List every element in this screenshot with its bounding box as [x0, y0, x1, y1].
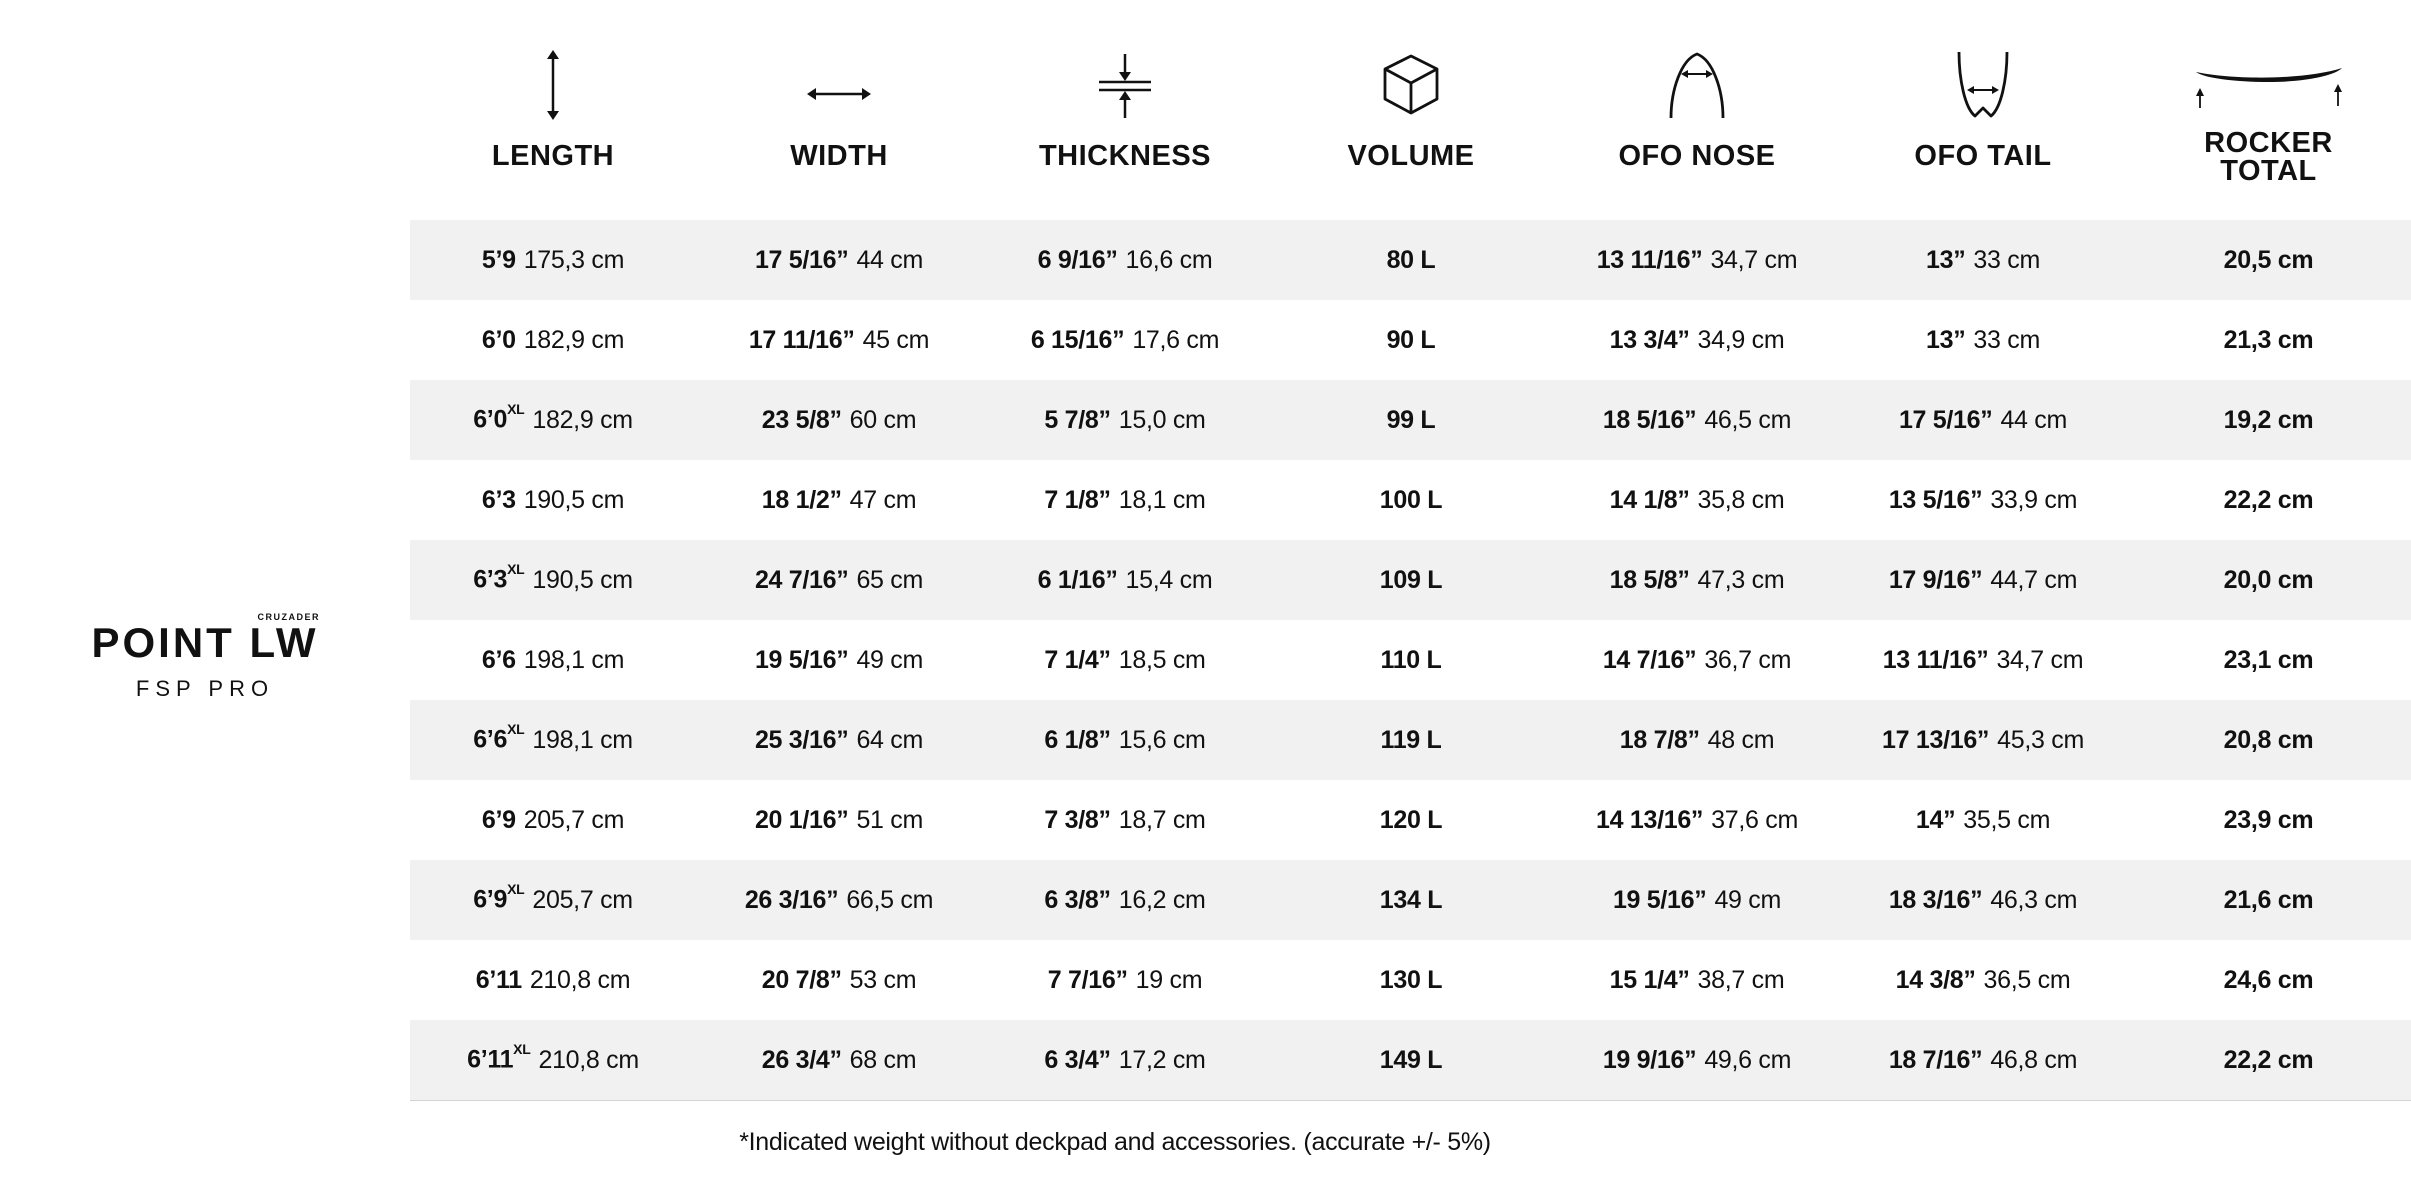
cell-volume — [1268, 806, 1554, 835]
thickness-metric: 16,2 cm — [1118, 885, 1206, 914]
volume-value: 80 L — [1386, 245, 1436, 274]
cell-rocker-total — [2126, 406, 2411, 435]
length-imperial: 6’11 — [467, 1045, 514, 1074]
cell-length — [410, 966, 696, 995]
header-label: OFO TAIL — [1914, 140, 2052, 172]
tail-imperial: 13” — [1925, 325, 1966, 354]
width-metric: 60 cm — [849, 405, 917, 434]
nose-metric: 34,9 cm — [1697, 325, 1785, 354]
width-imperial: 17 11/16” — [748, 325, 855, 354]
volume-value: 99 L — [1386, 405, 1436, 434]
cell-volume — [1268, 406, 1554, 435]
tail-metric: 35,5 cm — [1963, 805, 2051, 834]
header-label: WIDTH — [790, 140, 888, 172]
length-metric: 205,7 cm — [523, 805, 625, 834]
rocker-icon — [2194, 60, 2344, 130]
width-imperial: 23 5/8” — [761, 405, 842, 434]
cell-ofo-nose — [1554, 886, 1840, 915]
header-label-line2: TOTAL — [2220, 154, 2317, 187]
cell-volume — [1268, 646, 1554, 675]
cell-ofo-tail — [1840, 646, 2126, 675]
cell-width — [696, 966, 982, 995]
tail-outline-icon — [1953, 50, 2013, 120]
cell-width — [696, 486, 982, 515]
cell-ofo-tail — [1840, 246, 2126, 275]
thickness-metric: 15,6 cm — [1118, 725, 1206, 754]
rocker-value: 21,6 cm — [2223, 885, 2314, 914]
volume-value: 109 L — [1379, 565, 1443, 594]
cell-thickness — [982, 886, 1268, 915]
width-metric: 49 cm — [856, 645, 924, 674]
nose-imperial: 18 7/8” — [1619, 725, 1700, 754]
nose-imperial: 13 11/16” — [1596, 245, 1703, 274]
cell-ofo-tail — [1840, 886, 2126, 915]
cell-rocker-total — [2126, 966, 2411, 995]
header-label — [2126, 127, 2411, 187]
table-row — [410, 540, 2411, 620]
volume-value: 110 L — [1380, 645, 1442, 674]
cell-rocker-total — [2126, 566, 2411, 595]
width-metric: 51 cm — [856, 805, 924, 834]
tail-metric: 46,8 cm — [1990, 1045, 2078, 1074]
cell-thickness — [982, 406, 1268, 435]
cell-thickness — [982, 806, 1268, 835]
cell-ofo-nose — [1554, 806, 1840, 835]
thickness-imperial: 6 1/16” — [1037, 565, 1118, 594]
cell-length — [410, 646, 696, 675]
cell-width — [696, 726, 982, 755]
length-metric: 205,7 cm — [532, 885, 633, 914]
width-imperial: 26 3/4” — [761, 1045, 842, 1074]
volume-value: 120 L — [1379, 805, 1443, 834]
tail-metric: 45,3 cm — [1997, 725, 2084, 754]
nose-metric: 46,5 cm — [1704, 405, 1792, 434]
volume-value: 130 L — [1379, 965, 1443, 994]
nose-metric: 36,7 cm — [1704, 645, 1792, 674]
length-imperial: 6’9 — [481, 805, 516, 834]
tail-imperial: 18 7/16” — [1888, 1045, 1983, 1074]
cell-length — [410, 806, 696, 835]
nose-imperial: 15 1/4” — [1609, 965, 1690, 994]
rocker-value: 19,2 cm — [2223, 405, 2314, 434]
width-metric: 66,5 cm — [846, 885, 934, 914]
tail-metric: 44 cm — [2000, 405, 2068, 434]
size-table — [410, 0, 2411, 1101]
thickness-metric: 15,0 cm — [1118, 405, 1206, 434]
length-imperial: 6’11 — [475, 965, 522, 994]
cell-thickness — [982, 246, 1268, 275]
tail-imperial: 17 5/16” — [1898, 405, 1993, 434]
cell-volume — [1268, 246, 1554, 275]
cell-ofo-tail — [1840, 966, 2126, 995]
cell-ofo-nose — [1554, 1046, 1840, 1075]
thickness-imperial: 6 1/8” — [1044, 725, 1111, 754]
width-metric: 53 cm — [849, 965, 917, 994]
width-imperial: 20 1/16” — [754, 805, 849, 834]
header-label: OFO NOSE — [1618, 140, 1776, 172]
header-ofo-tail — [1840, 0, 2126, 220]
cell-length — [410, 1041, 696, 1074]
width-metric: 44 cm — [856, 245, 924, 274]
cell-rocker-total — [2126, 646, 2411, 675]
cell-rocker-total — [2126, 886, 2411, 915]
cell-ofo-nose — [1554, 326, 1840, 355]
xl-badge: XL — [507, 401, 525, 418]
table-row — [410, 220, 2411, 300]
tail-metric: 44,7 cm — [1990, 565, 2078, 594]
width-imperial: 19 5/16” — [754, 645, 849, 674]
width-metric: 68 cm — [849, 1045, 917, 1074]
length-metric: 182,9 cm — [523, 325, 625, 354]
nose-imperial: 13 3/4” — [1609, 325, 1690, 354]
width-imperial: 18 1/2” — [761, 485, 842, 514]
cell-ofo-nose — [1554, 406, 1840, 435]
nose-imperial: 14 13/16” — [1596, 805, 1704, 834]
cell-width — [696, 566, 982, 595]
length-arrow-icon — [543, 50, 563, 120]
table-row — [410, 380, 2411, 460]
cell-width — [696, 646, 982, 675]
nose-metric: 49,6 cm — [1704, 1045, 1792, 1074]
length-metric: 175,3 cm — [523, 245, 625, 274]
tail-imperial: 14 3/8” — [1895, 965, 1976, 994]
width-metric: 47 cm — [849, 485, 917, 514]
rocker-value: 22,2 cm — [2223, 485, 2314, 514]
tail-imperial: 14” — [1915, 805, 1956, 834]
cell-thickness — [982, 726, 1268, 755]
cell-rocker-total — [2126, 486, 2411, 515]
table-row — [410, 300, 2411, 380]
header-rocker-total — [2126, 0, 2411, 220]
nose-metric: 38,7 cm — [1697, 965, 1785, 994]
cell-length — [410, 401, 696, 434]
xl-badge: XL — [507, 561, 525, 578]
width-metric: 45 cm — [862, 325, 930, 354]
cell-rocker-total — [2126, 806, 2411, 835]
nose-outline-icon — [1667, 50, 1727, 120]
brand-model: FSP PRO — [135, 676, 275, 701]
cell-volume — [1268, 726, 1554, 755]
header-label-line1: ROCKER — [2204, 127, 2333, 159]
cell-ofo-nose — [1554, 966, 1840, 995]
thickness-imperial: 6 3/4” — [1044, 1045, 1111, 1074]
cell-thickness — [982, 646, 1268, 675]
header-width — [696, 0, 982, 220]
thickness-metric: 16,6 cm — [1125, 245, 1213, 274]
cell-ofo-nose — [1554, 566, 1840, 595]
thickness-metric: 18,7 cm — [1118, 805, 1206, 834]
cell-rocker-total — [2126, 1046, 2411, 1075]
tail-imperial: 17 9/16” — [1888, 565, 1983, 594]
width-arrow-icon — [807, 50, 871, 120]
brand-title: POINT LW — [91, 619, 319, 666]
length-metric: 190,5 cm — [532, 565, 633, 594]
header-ofo-nose — [1554, 0, 1840, 220]
header-label: VOLUME — [1347, 140, 1475, 172]
xl-badge: XL — [513, 1041, 531, 1058]
cell-volume — [1268, 886, 1554, 915]
cell-width — [696, 326, 982, 355]
rocker-value: 20,8 cm — [2223, 725, 2314, 754]
cell-ofo-tail — [1840, 726, 2126, 755]
cell-length — [410, 721, 696, 754]
tail-metric: 33 cm — [1973, 245, 2040, 274]
cell-width — [696, 246, 982, 275]
table-row — [410, 1020, 2411, 1100]
width-imperial: 24 7/16” — [754, 565, 849, 594]
length-imperial: 6’3 — [473, 565, 508, 594]
nose-metric: 37,6 cm — [1711, 805, 1798, 834]
thickness-metric: 15,4 cm — [1125, 565, 1213, 594]
xl-badge: XL — [507, 881, 525, 898]
cell-rocker-total — [2126, 726, 2411, 755]
cell-rocker-total — [2126, 326, 2411, 355]
tail-metric: 33,9 cm — [1990, 485, 2078, 514]
rocker-value: 24,6 cm — [2223, 965, 2314, 994]
brand-subtitle: CRUZADER — [257, 612, 320, 622]
nose-imperial: 14 1/8” — [1609, 485, 1690, 514]
tail-imperial: 13 11/16” — [1882, 645, 1989, 674]
cell-length — [410, 246, 696, 275]
rocker-value: 23,1 cm — [2223, 645, 2314, 674]
length-metric: 198,1 cm — [532, 725, 633, 754]
cell-ofo-tail — [1840, 1046, 2126, 1075]
tail-imperial: 13” — [1925, 245, 1966, 274]
volume-value: 119 L — [1380, 725, 1442, 754]
thickness-imperial: 7 7/16” — [1047, 965, 1128, 994]
cell-volume — [1268, 966, 1554, 995]
header-label: THICKNESS — [1038, 140, 1212, 172]
cell-thickness — [982, 966, 1268, 995]
width-metric: 64 cm — [856, 725, 924, 754]
thickness-metric: 17,6 cm — [1132, 325, 1220, 354]
length-metric: 182,9 cm — [532, 405, 633, 434]
thickness-imperial: 7 1/8” — [1044, 485, 1111, 514]
cell-rocker-total — [2126, 246, 2411, 275]
thickness-imperial: 6 3/8” — [1044, 885, 1111, 914]
tail-metric: 33 cm — [1973, 325, 2040, 354]
table-row — [410, 460, 2411, 540]
rocker-value: 20,0 cm — [2223, 565, 2314, 594]
tail-imperial: 17 13/16” — [1882, 725, 1990, 754]
cell-volume — [1268, 1046, 1554, 1075]
cell-width — [696, 886, 982, 915]
cell-ofo-nose — [1554, 726, 1840, 755]
rocker-value: 22,2 cm — [2223, 1045, 2314, 1074]
volume-value: 134 L — [1379, 885, 1443, 914]
thickness-imperial: 6 15/16” — [1030, 325, 1125, 354]
tail-metric: 34,7 cm — [1996, 645, 2084, 674]
cell-ofo-tail — [1840, 566, 2126, 595]
nose-imperial: 19 9/16” — [1602, 1045, 1697, 1074]
cell-ofo-nose — [1554, 646, 1840, 675]
cell-width — [696, 406, 982, 435]
volume-value: 90 L — [1386, 325, 1436, 354]
nose-imperial: 18 5/16” — [1602, 405, 1697, 434]
thickness-metric: 18,5 cm — [1118, 645, 1206, 674]
nose-metric: 35,8 cm — [1697, 485, 1785, 514]
width-metric: 65 cm — [856, 565, 924, 594]
length-imperial: 6’0 — [473, 405, 508, 434]
table-row — [410, 780, 2411, 860]
cell-volume — [1268, 486, 1554, 515]
cell-ofo-tail — [1840, 806, 2126, 835]
header-label: LENGTH — [491, 140, 615, 172]
cell-ofo-tail — [1840, 406, 2126, 435]
volume-value: 100 L — [1379, 485, 1443, 514]
thickness-metric: 18,1 cm — [1118, 485, 1206, 514]
length-metric: 210,8 cm — [529, 965, 631, 994]
width-imperial: 25 3/16” — [754, 725, 849, 754]
length-imperial: 6’6 — [473, 725, 508, 754]
table-row — [410, 860, 2411, 940]
tail-metric: 46,3 cm — [1990, 885, 2078, 914]
length-imperial: 6’6 — [481, 645, 516, 674]
volume-value: 149 L — [1379, 1045, 1443, 1074]
header-volume — [1268, 0, 1554, 220]
length-metric: 190,5 cm — [523, 485, 625, 514]
cell-width — [696, 1046, 982, 1075]
length-metric: 210,8 cm — [538, 1045, 639, 1074]
thickness-imperial: 6 9/16” — [1037, 245, 1118, 274]
footnote: *Indicated weight without deckpad and accessories. (accurate +/- 5%) — [739, 1128, 1491, 1156]
header-length — [410, 0, 696, 220]
cell-length — [410, 881, 696, 914]
nose-imperial: 14 7/16” — [1602, 645, 1697, 674]
rocker-value: 21,3 cm — [2223, 325, 2314, 354]
nose-imperial: 18 5/8” — [1609, 565, 1690, 594]
tail-metric: 36,5 cm — [1983, 965, 2071, 994]
cell-length — [410, 561, 696, 594]
rocker-value: 20,5 cm — [2223, 245, 2314, 274]
cell-thickness — [982, 1046, 1268, 1075]
xl-badge: XL — [507, 721, 525, 738]
length-imperial: 5’9 — [481, 245, 516, 274]
nose-imperial: 19 5/16” — [1612, 885, 1707, 914]
brand-block — [80, 612, 330, 702]
cell-ofo-tail — [1840, 486, 2126, 515]
nose-metric: 48 cm — [1707, 725, 1775, 754]
cell-width — [696, 806, 982, 835]
nose-metric: 47,3 cm — [1697, 565, 1785, 594]
length-imperial: 6’9 — [473, 885, 508, 914]
cell-length — [410, 326, 696, 355]
table-row — [410, 620, 2411, 700]
width-imperial: 17 5/16” — [754, 245, 849, 274]
cell-thickness — [982, 486, 1268, 515]
cell-volume — [1268, 326, 1554, 355]
length-imperial: 6’0 — [481, 325, 516, 354]
table-row — [410, 700, 2411, 780]
tail-imperial: 18 3/16” — [1888, 885, 1983, 914]
thickness-imperial: 7 3/8” — [1044, 805, 1111, 834]
cell-thickness — [982, 326, 1268, 355]
thickness-imperial: 5 7/8” — [1044, 405, 1111, 434]
table-body — [410, 220, 2411, 1100]
thickness-metric: 17,2 cm — [1118, 1045, 1206, 1074]
width-imperial: 26 3/16” — [744, 885, 839, 914]
table-row — [410, 940, 2411, 1020]
cube-icon — [1381, 50, 1441, 120]
table-header — [410, 0, 2411, 220]
cell-length — [410, 486, 696, 515]
thickness-metric: 19 cm — [1135, 965, 1203, 994]
cell-thickness — [982, 566, 1268, 595]
table-bottom-divider — [410, 1100, 2411, 1101]
header-thickness — [982, 0, 1268, 220]
thickness-icon — [1097, 50, 1153, 120]
thickness-imperial: 7 1/4” — [1044, 645, 1111, 674]
length-metric: 198,1 cm — [523, 645, 625, 674]
length-imperial: 6’3 — [481, 485, 516, 514]
nose-metric: 34,7 cm — [1710, 245, 1798, 274]
width-imperial: 20 7/8” — [761, 965, 842, 994]
tail-imperial: 13 5/16” — [1888, 485, 1983, 514]
cell-ofo-nose — [1554, 246, 1840, 275]
cell-ofo-nose — [1554, 486, 1840, 515]
cell-volume — [1268, 566, 1554, 595]
nose-metric: 49 cm — [1714, 885, 1782, 914]
cell-ofo-tail — [1840, 326, 2126, 355]
rocker-value: 23,9 cm — [2223, 805, 2314, 834]
